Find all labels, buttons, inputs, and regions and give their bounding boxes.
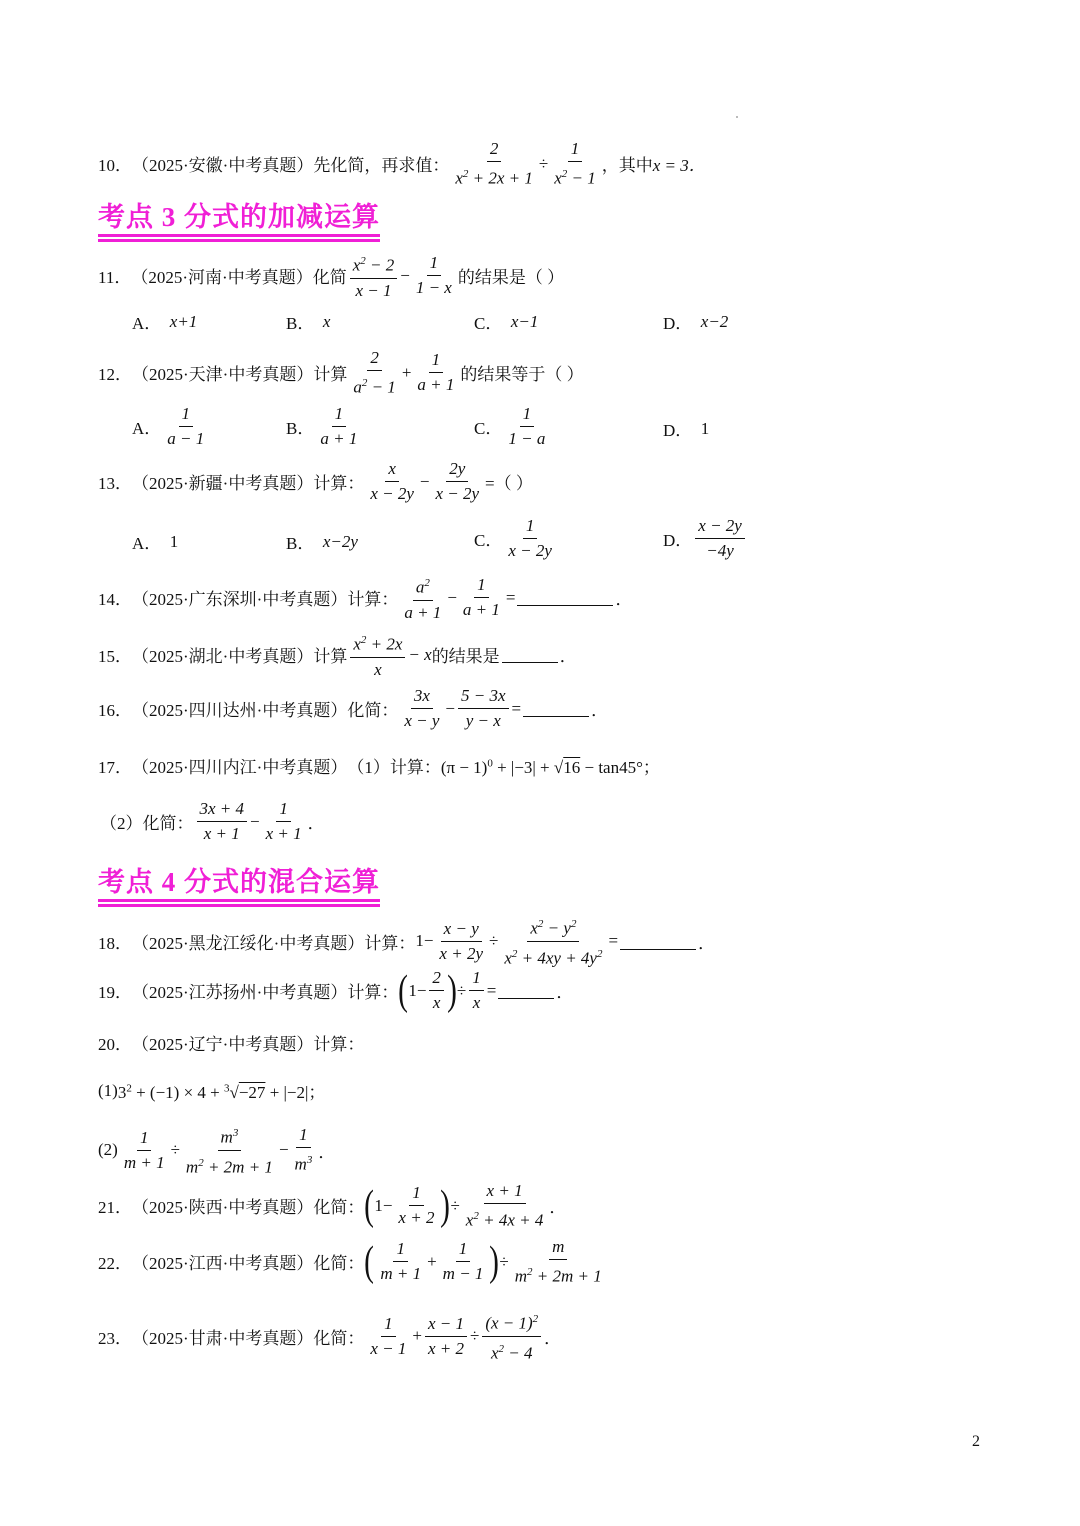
option-b: B． x	[286, 311, 331, 333]
option-b: B． x−2y	[286, 531, 358, 553]
question-12: 12． （2025·天津·中考真题） 计算 2 $a^2 - 1$ + $\frac{1}{a + 1}$ 的结果等于（ ）	[98, 348, 584, 397]
question-19: 19． （2025·江苏扬州·中考真题） 计算： ( 1− $\frac{2}{x}$ ) ÷ $\frac{1}{x}$ = ．	[98, 967, 574, 1014]
section-heading-3: 考点 3 分式的加减运算	[98, 195, 380, 234]
option-b: B． 1 a + 1	[286, 404, 358, 448]
option-a: A． 1 a − 1	[132, 404, 205, 448]
scan-dot	[736, 116, 738, 118]
question-20-part-2: (2) $\frac{1}{m + 1}$ ÷ $\frac{m^3}{m^2 + 2m + 1}$ − $\frac{1}{m^3}$ ．	[98, 1122, 335, 1178]
answer-blank[interactable]	[498, 982, 554, 999]
question-15: 15． （2025·湖北·中考真题） 计算 $x^2 + 2x$ x − x 的结果是 ．	[98, 629, 577, 681]
question-18: 18． （2025·黑龙江绥化·中考真题） 计算： 1− $\frac{x - y}{x + 2y}$ ÷ $\frac{x^2 - y^2}{x^2 + 4xy + 4y^2}$ = ．	[98, 913, 715, 969]
option-c: C． 1 1 − a	[474, 404, 546, 448]
question-20-part-1: (1) $3^2 + (-1) \times 4 + ^3√-27 + |-2|$；	[98, 1080, 326, 1102]
option-c: C． x−1	[474, 311, 539, 333]
answer-blank[interactable]	[620, 933, 696, 950]
fraction: $x^2 - 2$ x − 1	[350, 250, 398, 302]
question-10: 10． （2025·安徽·中考真题） 先化简，再求值： $\frac{2}{x^2 + 2x + 1}$ ÷ $\frac{1}{x^2 - 1}$ ，其中 x = 3．	[98, 139, 706, 188]
page-number: 2	[972, 1433, 980, 1450]
option-a: A． x+1	[132, 311, 198, 333]
fraction: $\frac{1}{1 - x}$	[415, 253, 452, 298]
question-23: 23． （2025·甘肃·中考真题） 化简： 1 x − 1 + $\frac{x - 1}{x + 2}$ ÷ $\frac{(x - 1)^2}{x^2 - 4}$ ．	[98, 1308, 561, 1364]
fraction: $\frac{2}{x^2 + 2x + 1}$	[455, 139, 533, 188]
fraction: $\frac{2y}{x - 2y}$	[435, 459, 480, 503]
fraction: $\frac{1}{a + 1}$	[417, 350, 455, 395]
question-21: 21． （2025·陕西·中考真题） 化简： ( 1− $\frac{1}{x + 2}$ ) ÷ $\frac{x + 1}{x^2 + 4x + 4}$ ．	[98, 1181, 567, 1230]
question-22: 22． （2025·江西·中考真题） 化简： ( 1 m + 1 + $\frac{1}{m - 1}$ ) ÷ $\frac{m}{m^2 + 2m + 1}$	[98, 1237, 602, 1286]
option-d: D． 1	[663, 418, 710, 440]
question-14: 14． （2025·广东深圳·中考真题） 计算： $a^2$ a + 1 − $\frac{1}{a + 1}$ = ．	[98, 572, 632, 624]
question-17-part-2: （2）化简： 3x + 4 x + 1 − $\frac{1}{x + 1}$ ．	[100, 799, 325, 843]
option-a: A． 1	[132, 531, 179, 553]
question-13: 13． （2025·新疆·中考真题） 计算： x x − 2y − $\frac{2y}{x - 2y}$ =（ ）	[98, 459, 533, 503]
question-17: 17． （2025·四川内江·中考真题） （1）计算： $(\pi - 1)^0 + |-3| + √16 - \tan 45^\circ$；	[98, 757, 660, 777]
fraction: $\frac{1}{x^2 - 1}$	[554, 139, 596, 188]
question-20: 20． （2025·辽宁·中考真题） 计算：	[98, 1035, 365, 1054]
option-d: D． x − 2y −4y	[663, 515, 748, 562]
section-heading-4: 考点 4 分式的混合运算	[98, 860, 380, 899]
answer-blank[interactable]	[523, 700, 589, 717]
answer-blank[interactable]	[517, 589, 613, 606]
question-11: 11． （2025·河南·中考真题） 化简 $x^2 - 2$ x − 1 − $\frac{1}{1 - x}$ 的结果是（ ）	[98, 250, 564, 302]
option-c: C． 1 x − 2y	[474, 516, 552, 560]
option-d: D． x−2	[663, 311, 729, 333]
question-16: 16． （2025·四川达州·中考真题） 化简： 3x x − y − $\frac{5 - 3x}{y - x}$ = ．	[98, 686, 609, 730]
fraction: x x − 2y	[370, 459, 414, 503]
fraction: 2 $a^2 - 1$	[353, 348, 396, 397]
answer-blank[interactable]	[502, 646, 558, 663]
